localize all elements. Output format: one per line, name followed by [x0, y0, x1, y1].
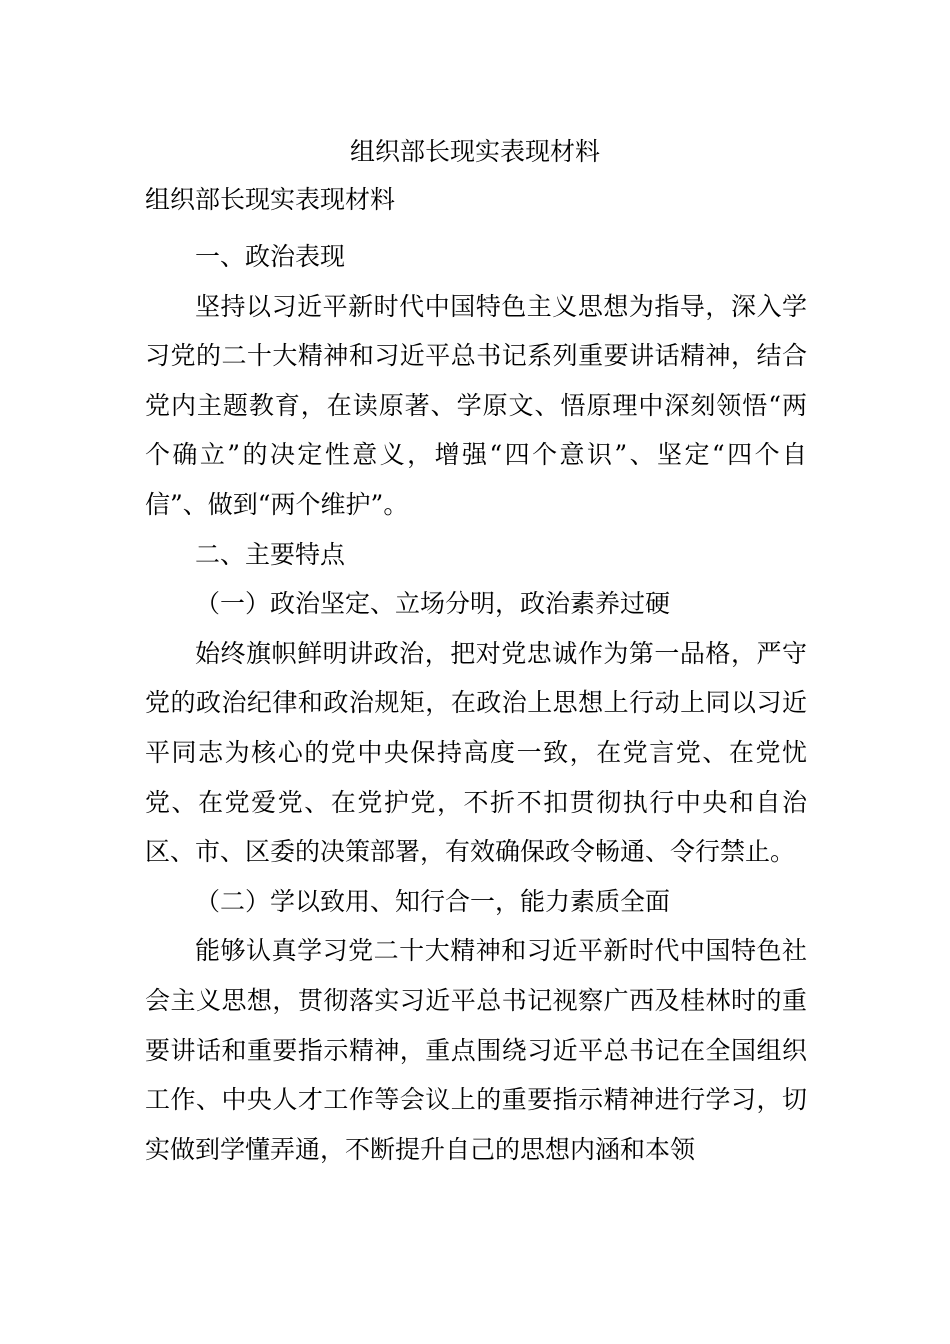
paragraph-political-performance: 坚持以习近平新时代中国特色主义思想为指导，深入学习党的二十大精神和习近平总书记系列重要讲话精神，结合党内主题教育，在读原著、学原文、悟原理中深刻领悟“两个确立”的决定性意义，增强“四个意识”、坚定“四个自信”、做到“两个维护”。	[145, 291, 807, 519]
document-body	[145, 232, 807, 1174]
section-heading-political-performance: 一、政治表现	[195, 242, 346, 271]
subheading-learning-application: （二）学以致用、知行合一，能力素质全面	[195, 886, 671, 916]
section-heading-main-features: 二、主要特点	[195, 539, 346, 569]
page-title: 组织部长现实表现材料	[349, 137, 600, 166]
paragraph-learning-application: 能够认真学习党二十大精神和习近平新时代中国特色社会主义思想，贯彻落实习近平总书记视察广西及桂林时的重要讲话和重要指示精神，重点围绕习近平总书记在全国组织工作、中央人才工作等会议上的重要指示精神进行学习，切实做到学懂弄通，不断提升自己的思想内涵和本领	[145, 936, 807, 1164]
document-subtitle: 组织部长现实表现材料	[145, 185, 396, 214]
paragraph-political-firmness: 始终旗帜鲜明讲政治，把对党忠诚作为第一品格，严守党的政治纪律和政治规矩，在政治上思想上行动上同以习近平同志为核心的党中央保持高度一致，在党言党、在党忧党、在党爱党、在党护党，不折不扣贯彻执行中央和自治区、市、区委的决策部署，有效确保政令畅通、令行禁止。	[145, 638, 807, 867]
subheading-political-firmness: （一）政治坚定、立场分明，政治素养过硬	[195, 589, 671, 619]
